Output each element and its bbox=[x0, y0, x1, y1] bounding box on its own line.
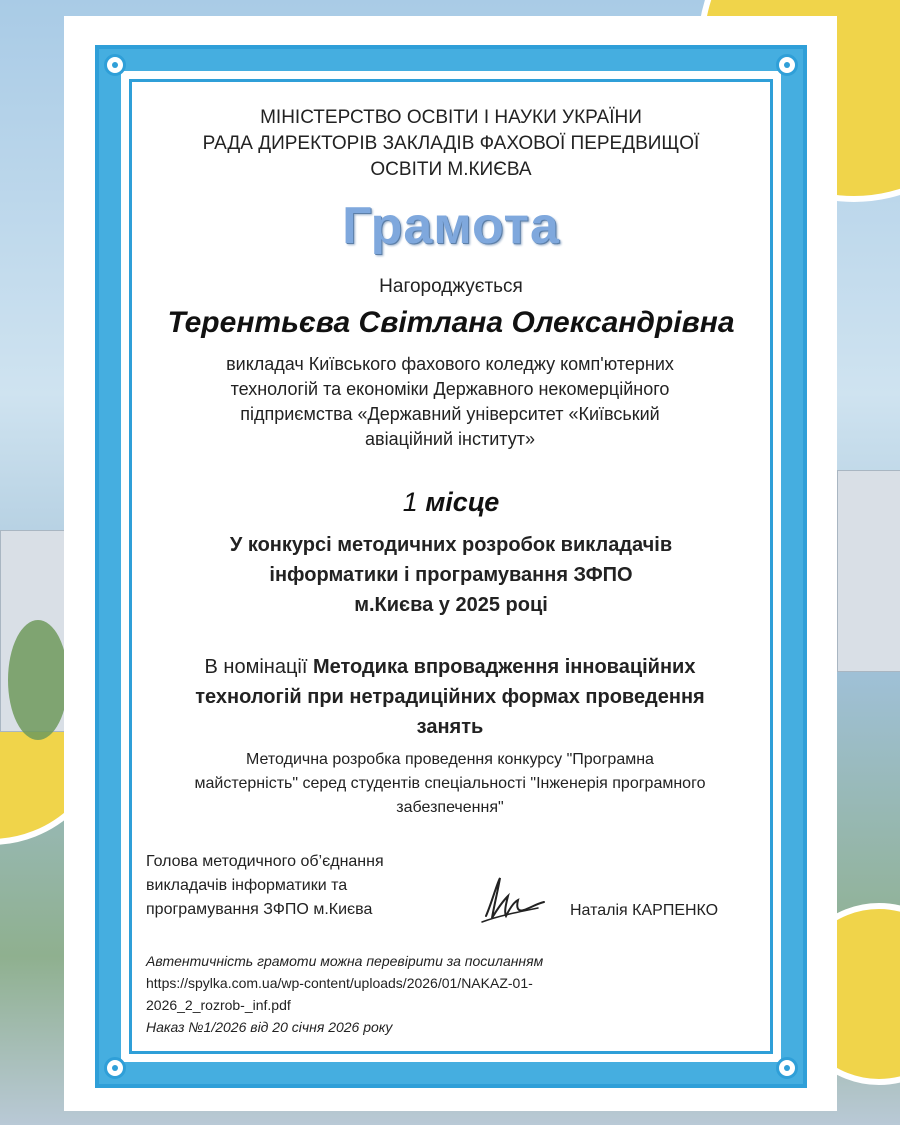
place-number: 1 bbox=[402, 487, 418, 517]
nomination bbox=[135, 652, 765, 742]
nomination-line-1: Методика впровадження інноваційних bbox=[312, 656, 696, 678]
contest-line-1: У конкурсі методичних розробок викладачів bbox=[229, 534, 673, 556]
recipient-position bbox=[150, 352, 750, 452]
signer-role-line-1: Голова методичного об’єднання bbox=[146, 853, 384, 870]
place-award bbox=[129, 487, 773, 518]
signer-role bbox=[146, 850, 384, 922]
position-line-1: викладач Київського фахового коледжу комп'ютерних bbox=[226, 354, 674, 374]
council-line-1: РАДА ДИРЕКТОРІВ ЗАКЛАДІВ ФАХОВОЇ ПЕРЕДВИЩОЇ bbox=[202, 133, 700, 154]
contest-line-3: м.Києва у 2025 році bbox=[354, 594, 548, 616]
corner-ornament-top-left bbox=[104, 54, 126, 76]
awarded-label: Нагороджується bbox=[379, 276, 523, 297]
corner-ornament-bottom-left bbox=[104, 1057, 126, 1079]
corner-ornament-top-right bbox=[776, 54, 798, 76]
background-building-right bbox=[837, 470, 900, 672]
position-line-3: підприємства «Державний університет «Київський bbox=[240, 404, 660, 424]
nomination-line-3: занять bbox=[416, 716, 484, 738]
position-line-2: технологій та економіки Державного некомерційного bbox=[230, 379, 670, 399]
work-line-1: Методична розробка проведення конкурсу "Програмна bbox=[246, 751, 654, 768]
order-reference: Наказ №1/2026 від 20 січня 2026 року bbox=[146, 1019, 393, 1035]
certificate-title: Грамота bbox=[342, 197, 560, 255]
corner-ornament-bottom-right bbox=[776, 1057, 798, 1079]
position-line-4: авіаційний інститут» bbox=[365, 429, 535, 449]
work-description bbox=[135, 748, 765, 820]
place-word: місце bbox=[425, 487, 500, 517]
nomination-line-2: технологій при нетрадиційних формах проведення bbox=[195, 686, 705, 708]
work-line-2: майстерність" серед студентів спеціальності "Інженерія програмного bbox=[194, 775, 706, 792]
issuer-header bbox=[129, 105, 773, 183]
handwritten-signature bbox=[478, 872, 550, 928]
nomination-prefix: В номінації bbox=[204, 656, 308, 678]
council-line-2: ОСВІТИ М.КИЄВА bbox=[370, 159, 532, 180]
ministry-line: МІНІСТЕРСТВО ОСВІТИ І НАУКИ УКРАЇНИ bbox=[260, 107, 642, 128]
contest-line-2: інформатики і програмування ЗФПО bbox=[269, 564, 633, 586]
work-line-3: забезпечення" bbox=[396, 799, 504, 816]
signer-name: Наталія КАРПЕНКО bbox=[570, 902, 719, 919]
background-tree-left bbox=[8, 620, 68, 740]
verification-url-line-2[interactable]: 2026_2_rozrob-_inf.pdf bbox=[146, 997, 291, 1013]
recipient-name: Терентьєва Світлана Олександрівна bbox=[167, 306, 735, 339]
signer-role-line-2: викладачів інформатики та bbox=[146, 877, 348, 894]
verification-block bbox=[146, 950, 706, 1038]
contest-description bbox=[129, 530, 773, 620]
verification-note: Автентичність грамоти можна перевірити за посиланням bbox=[146, 953, 544, 969]
verification-url-line-1[interactable]: https://spylka.com.ua/wp-content/uploads/2026/01/NAKAZ-01- bbox=[146, 975, 533, 991]
signer-role-line-3: програмування ЗФПО м.Києва bbox=[146, 901, 373, 918]
